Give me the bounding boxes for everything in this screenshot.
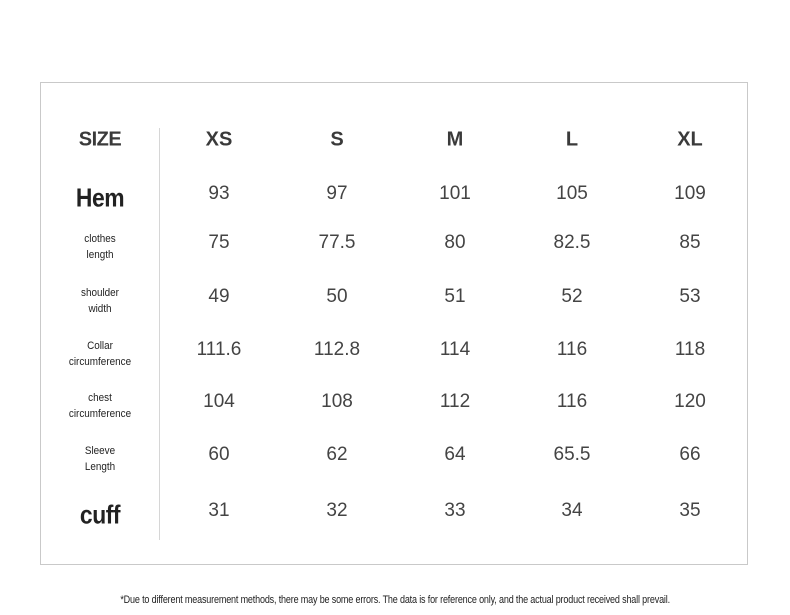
table-cell-value: 49 <box>208 286 230 307</box>
table-cell-value: 53 <box>679 286 701 307</box>
table-cell-value: 75 <box>208 232 230 253</box>
table-cell-value: 97 <box>326 183 348 204</box>
row-label: chest circumference <box>68 392 132 420</box>
row-label: Sleeve Length <box>84 445 116 473</box>
table-cell-value: 32 <box>326 500 348 521</box>
column-divider <box>159 128 160 540</box>
table-cell-value: 85 <box>679 232 701 253</box>
table-cell-value: 116 <box>556 391 588 412</box>
size-column-header-m: M <box>446 128 464 151</box>
row-label: Collar circumference <box>68 340 132 368</box>
size-header-label: SIZE <box>78 128 122 151</box>
table-cell-value: 105 <box>556 183 588 204</box>
table-cell-value: 118 <box>674 339 706 360</box>
row-label: Hem <box>75 182 125 213</box>
table-cell-value: 104 <box>203 391 235 412</box>
table-cell-value: 80 <box>444 232 466 253</box>
table-cell-value: 51 <box>444 286 466 307</box>
table-cell-value: 34 <box>561 500 583 521</box>
table-cell-value: 52 <box>561 286 583 307</box>
size-chart-frame <box>40 82 748 565</box>
size-column-header-s: S <box>330 128 344 151</box>
table-cell-value: 111.6 <box>196 339 242 360</box>
table-cell-value: 62 <box>326 444 348 465</box>
row-label: cuff <box>79 499 121 530</box>
disclaimer-footnote <box>0 594 790 606</box>
table-cell-value: 120 <box>674 391 706 412</box>
row-label: clothes length <box>84 233 116 261</box>
table-cell-value: 116 <box>556 339 588 360</box>
table-cell-value: 112 <box>439 391 471 412</box>
table-cell-value: 93 <box>208 183 230 204</box>
table-cell-value: 35 <box>679 500 701 521</box>
row-label: shoulder width <box>81 287 119 315</box>
table-cell-value: 66 <box>679 444 701 465</box>
table-cell-value: 114 <box>439 339 471 360</box>
table-cell-value: 101 <box>439 183 471 204</box>
table-cell-value: 65.5 <box>553 444 591 465</box>
table-cell-value: 82.5 <box>553 232 591 253</box>
table-cell-value: 77.5 <box>318 232 356 253</box>
table-cell-value: 108 <box>321 391 353 412</box>
size-column-header-xl: XL <box>677 128 703 151</box>
table-cell-value: 109 <box>674 183 706 204</box>
table-cell-value: 64 <box>444 444 466 465</box>
size-column-header-l: L <box>565 128 579 151</box>
size-column-header-xs: XS <box>205 128 233 151</box>
table-cell-value: 112.8 <box>313 339 361 360</box>
table-cell-value: 33 <box>444 500 466 521</box>
table-cell-value: 60 <box>208 444 230 465</box>
disclaimer-text: *Due to different measurement methods, there may be some errors. The data is for reference only, and the actual product received shall prevail. <box>120 594 670 606</box>
table-cell-value: 50 <box>326 286 348 307</box>
table-cell-value: 31 <box>208 500 230 521</box>
